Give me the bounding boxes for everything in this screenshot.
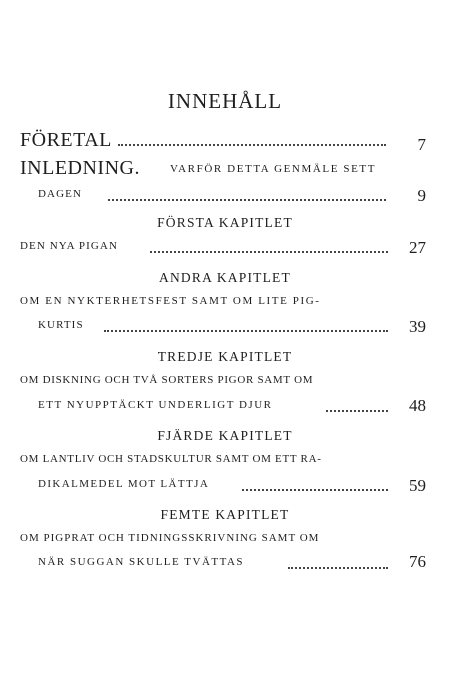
dot-leader <box>288 557 388 569</box>
dot-leader <box>150 241 388 253</box>
dot-leader <box>108 189 386 201</box>
dot-leader <box>326 400 388 412</box>
chapter-4-title-cont: DIKALMEDEL MOT LÄTTJA <box>38 478 210 490</box>
dot-leader <box>118 134 386 146</box>
chapter-5-title-cont: NÄR SUGGAN SKULLE TVÄTTAS <box>38 556 245 568</box>
entry-inledning-subtitle: VARFÖR DETTA GENMÄLE SETT <box>170 163 377 175</box>
page-number: 76 <box>409 552 426 571</box>
chapter-heading: FEMTE KAPITLET <box>160 507 290 522</box>
page-number: 9 <box>417 186 426 205</box>
chapter-3-title: OM DISKNING OCH TVÅ SORTERS PIGOR SAMT OM <box>20 374 314 386</box>
dot-leader <box>104 320 388 332</box>
dot-leader <box>242 479 388 491</box>
page-number: 27 <box>409 238 426 257</box>
chapter-2-title: OM EN NYKTERHETSFEST SAMT OM LITE PIG- <box>20 295 321 307</box>
chapter-2-title-cont: KURTIS <box>38 319 84 331</box>
chapter-heading: TREDJE KAPITLET <box>157 349 293 364</box>
chapter-heading: FJÄRDE KAPITLET <box>157 428 293 443</box>
entry-inledning-label: INLEDNING. <box>20 157 140 179</box>
entry-foretal-label: FÖRETAL <box>20 129 112 151</box>
page-number: 39 <box>409 317 426 336</box>
page-number: 7 <box>417 135 426 154</box>
toc-title: INNEHÅLL <box>167 89 283 113</box>
chapter-heading: FÖRSTA KAPITLET <box>157 215 293 230</box>
chapter-4-title: OM LANTLIV OCH STADSKULTUR SAMT OM ETT RA- <box>20 453 322 465</box>
chapter-5-title: OM PIGPRAT OCH TIDNINGSSKRIVNING SAMT OM <box>20 532 320 544</box>
chapter-heading: ANDRA KAPITLET <box>159 270 291 285</box>
page-number: 59 <box>409 476 426 495</box>
chapter-1-title: DEN NYA PIGAN <box>20 240 119 252</box>
chapter-3-title-cont: ETT NYUPPTÄCKT UNDERLIGT DJUR <box>38 399 273 411</box>
page-number: 48 <box>409 396 426 415</box>
entry-inledning-subtitle-cont: DAGEN <box>38 188 82 200</box>
